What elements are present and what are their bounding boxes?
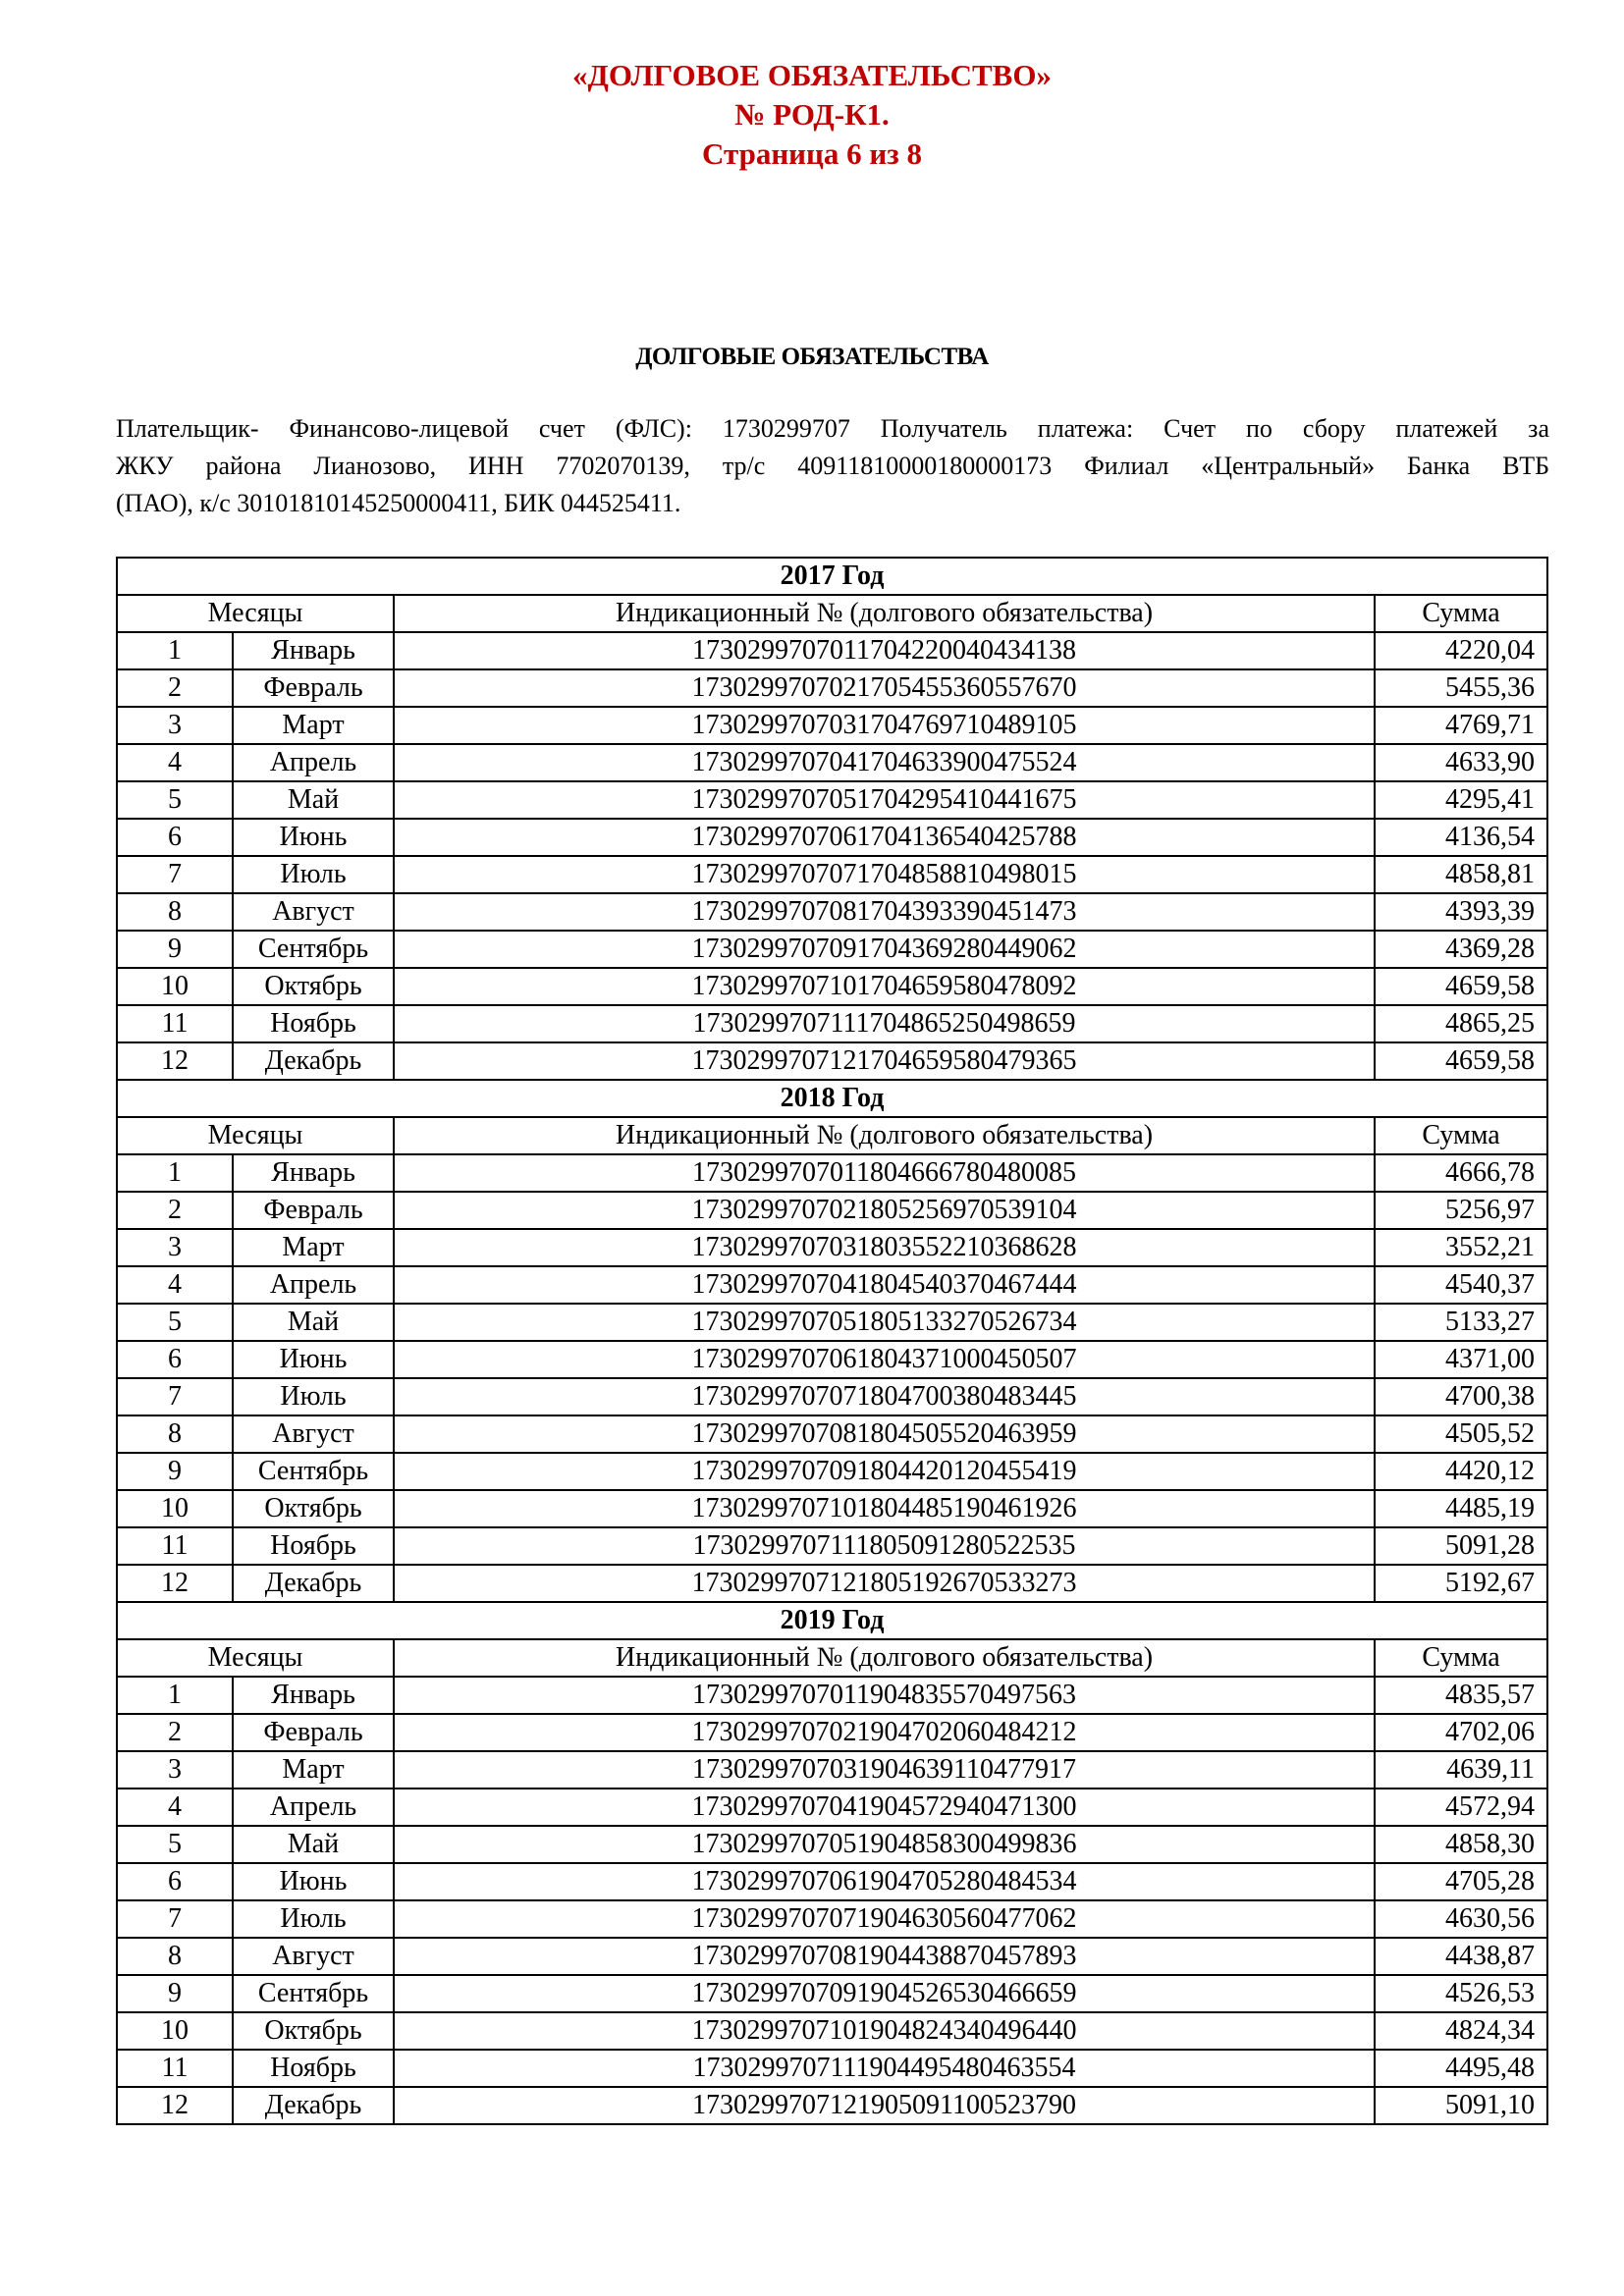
month-number: 12 <box>117 1565 233 1602</box>
month-number: 11 <box>117 1527 233 1565</box>
indication-number: 1730299707051805133270526734 <box>394 1304 1375 1341</box>
month-number: 12 <box>117 1042 233 1080</box>
month-name: Февраль <box>233 1192 394 1229</box>
indication-number: 1730299707051904858300499836 <box>394 1826 1375 1863</box>
month-number: 4 <box>117 1789 233 1826</box>
page-indicator: Страница 6 из 8 <box>702 136 922 171</box>
month-number: 8 <box>117 893 233 931</box>
table-row <box>117 1900 1547 1938</box>
indication-number: 1730299707011804666780480085 <box>394 1154 1375 1192</box>
table-row <box>117 1304 1547 1341</box>
table-row <box>117 893 1547 931</box>
column-header-row <box>117 595 1547 632</box>
amount: 4865,25 <box>1375 1005 1547 1042</box>
amount: 4505,52 <box>1375 1415 1547 1453</box>
amount: 4438,87 <box>1375 1938 1547 1975</box>
month-name: Май <box>233 1826 394 1863</box>
month-number: 6 <box>117 819 233 856</box>
table-row <box>117 1229 1547 1266</box>
month-name: Сентябрь <box>233 1975 394 2012</box>
debt-obligations-table <box>116 557 1548 2125</box>
column-header-row <box>117 1639 1547 1677</box>
table-row <box>117 1938 1547 1975</box>
month-name: Март <box>233 1751 394 1789</box>
month-name: Июнь <box>233 819 394 856</box>
column-header-id: Индикационный № (долгового обязательства) <box>394 595 1375 632</box>
month-number: 9 <box>117 931 233 968</box>
indication-number: 1730299707091704369280449062 <box>394 931 1375 968</box>
table-row <box>117 1042 1547 1080</box>
table-row <box>117 1415 1547 1453</box>
amount: 4769,71 <box>1375 707 1547 744</box>
month-number: 2 <box>117 669 233 707</box>
month-number: 8 <box>117 1415 233 1453</box>
month-name: Август <box>233 893 394 931</box>
table-row <box>117 1565 1547 1602</box>
month-name: Январь <box>233 1677 394 1714</box>
table-row <box>117 2050 1547 2087</box>
table-row <box>117 1975 1547 2012</box>
amount: 4526,53 <box>1375 1975 1547 2012</box>
amount: 4700,38 <box>1375 1378 1547 1415</box>
amount: 3552,21 <box>1375 1229 1547 1266</box>
month-number: 1 <box>117 632 233 669</box>
indication-number: 1730299707011704220040434138 <box>394 632 1375 669</box>
month-number: 5 <box>117 1304 233 1341</box>
table-row <box>117 2012 1547 2050</box>
amount: 5455,36 <box>1375 669 1547 707</box>
column-header-months: Месяцы <box>117 1117 394 1154</box>
month-number: 12 <box>117 2087 233 2124</box>
column-header-sum: Сумма <box>1375 1639 1547 1677</box>
section-title: ДОЛГОВЫЕ ОБЯЗАТЕЛЬСТВА <box>635 344 989 370</box>
amount: 4540,37 <box>1375 1266 1547 1304</box>
column-header-sum: Сумма <box>1375 1117 1547 1154</box>
month-name: Июль <box>233 1900 394 1938</box>
amount: 4705,28 <box>1375 1863 1547 1900</box>
month-name: Ноябрь <box>233 1005 394 1042</box>
month-name: Февраль <box>233 1714 394 1751</box>
indication-number: 1730299707051704295410441675 <box>394 781 1375 819</box>
amount: 4220,04 <box>1375 632 1547 669</box>
payer-details <box>116 410 1549 522</box>
amount: 5091,28 <box>1375 1527 1547 1565</box>
indication-number: 1730299707031803552210368628 <box>394 1229 1375 1266</box>
table-row <box>117 819 1547 856</box>
indication-number: 1730299707071804700380483445 <box>394 1378 1375 1415</box>
amount: 5091,10 <box>1375 2087 1547 2124</box>
month-name: Октябрь <box>233 968 394 1005</box>
amount: 5256,97 <box>1375 1192 1547 1229</box>
month-name: Март <box>233 1229 394 1266</box>
month-number: 9 <box>117 1975 233 2012</box>
month-number: 1 <box>117 1154 233 1192</box>
indication-number: 1730299707111704865250498659 <box>394 1005 1375 1042</box>
month-name: Октябрь <box>233 1490 394 1527</box>
month-name: Ноябрь <box>233 2050 394 2087</box>
indication-number: 1730299707101704659580478092 <box>394 968 1375 1005</box>
month-name: Ноябрь <box>233 1527 394 1565</box>
indication-number: 1730299707061804371000450507 <box>394 1341 1375 1378</box>
indication-number: 1730299707121704659580479365 <box>394 1042 1375 1080</box>
table-row <box>117 707 1547 744</box>
month-name: Декабрь <box>233 1565 394 1602</box>
amount: 4659,58 <box>1375 968 1547 1005</box>
document-heading: «ДОЛГОВОЕ ОБЯЗАТЕЛЬСТВО» <box>572 58 1052 92</box>
month-name: Декабрь <box>233 1042 394 1080</box>
month-number: 3 <box>117 1751 233 1789</box>
year-label: 2019 Год <box>117 1602 1547 1639</box>
indication-number: 1730299707101904824340496440 <box>394 2012 1375 2050</box>
amount: 4659,58 <box>1375 1042 1547 1080</box>
month-number: 8 <box>117 1938 233 1975</box>
indication-number: 1730299707121905091100523790 <box>394 2087 1375 2124</box>
amount: 5192,67 <box>1375 1565 1547 1602</box>
amount: 4824,34 <box>1375 2012 1547 2050</box>
year-label: 2018 Год <box>117 1080 1547 1117</box>
amount: 4393,39 <box>1375 893 1547 931</box>
table-row <box>117 1751 1547 1789</box>
indication-number: 1730299707031704769710489105 <box>394 707 1375 744</box>
table-row <box>117 1714 1547 1751</box>
month-number: 10 <box>117 968 233 1005</box>
amount: 4858,81 <box>1375 856 1547 893</box>
indication-number: 1730299707041704633900475524 <box>394 744 1375 781</box>
indication-number: 1730299707061904705280484534 <box>394 1863 1375 1900</box>
table-row <box>117 1826 1547 1863</box>
document-number: № РОД-К1. <box>734 97 890 132</box>
month-number: 7 <box>117 1378 233 1415</box>
year-header-row <box>117 1080 1547 1117</box>
amount: 4495,48 <box>1375 2050 1547 2087</box>
month-name: Июль <box>233 1378 394 1415</box>
table-row <box>117 1341 1547 1378</box>
month-name: Август <box>233 1415 394 1453</box>
table-row <box>117 1154 1547 1192</box>
month-name: Сентябрь <box>233 1453 394 1490</box>
indication-number: 1730299707101804485190461926 <box>394 1490 1375 1527</box>
table-row <box>117 1789 1547 1826</box>
table-row <box>117 968 1547 1005</box>
month-number: 4 <box>117 744 233 781</box>
month-name: Сентябрь <box>233 931 394 968</box>
month-name: Май <box>233 1304 394 1341</box>
table-row <box>117 669 1547 707</box>
table-row <box>117 744 1547 781</box>
indication-number: 1730299707031904639110477917 <box>394 1751 1375 1789</box>
table-row <box>117 931 1547 968</box>
indication-number: 1730299707011904835570497563 <box>394 1677 1375 1714</box>
column-header-sum: Сумма <box>1375 595 1547 632</box>
indication-number: 1730299707071904630560477062 <box>394 1900 1375 1938</box>
indication-number: 1730299707041804540370467444 <box>394 1266 1375 1304</box>
month-name: Июнь <box>233 1863 394 1900</box>
amount: 4369,28 <box>1375 931 1547 968</box>
amount: 4295,41 <box>1375 781 1547 819</box>
month-number: 7 <box>117 856 233 893</box>
month-name: Январь <box>233 632 394 669</box>
table-row <box>117 2087 1547 2124</box>
amount: 4702,06 <box>1375 1714 1547 1751</box>
month-name: Март <box>233 707 394 744</box>
month-number: 6 <box>117 1341 233 1378</box>
column-header-row <box>117 1117 1547 1154</box>
month-name: Май <box>233 781 394 819</box>
month-number: 6 <box>117 1863 233 1900</box>
month-name: Апрель <box>233 744 394 781</box>
year-header-row <box>117 558 1547 595</box>
table-row <box>117 1863 1547 1900</box>
month-name: Июль <box>233 856 394 893</box>
month-name: Апрель <box>233 1789 394 1826</box>
table-row <box>117 1192 1547 1229</box>
month-number: 7 <box>117 1900 233 1938</box>
indication-number: 1730299707021805256970539104 <box>394 1192 1375 1229</box>
month-name: Июнь <box>233 1341 394 1378</box>
amount: 4420,12 <box>1375 1453 1547 1490</box>
month-number: 10 <box>117 1490 233 1527</box>
year-label: 2017 Год <box>117 558 1547 595</box>
amount: 4371,00 <box>1375 1341 1547 1378</box>
table-row <box>117 1490 1547 1527</box>
month-number: 9 <box>117 1453 233 1490</box>
indication-number: 1730299707111904495480463554 <box>394 2050 1375 2087</box>
table-row <box>117 1527 1547 1565</box>
indication-number: 1730299707071704858810498015 <box>394 856 1375 893</box>
indication-number: 1730299707081804505520463959 <box>394 1415 1375 1453</box>
column-header-months: Месяцы <box>117 1639 394 1677</box>
payer-details-line: Плательщик- Финансово-лицевой счет (ФЛС): 1730299707 Получатель платежа: Счет по сбору платежей за <box>116 414 1549 443</box>
payer-details-line: ЖКУ района Лианозово, ИНН 7702070139, тр/с 40911810000180000173 Филиал «Центральный» Банка ВТБ <box>116 452 1549 480</box>
table-row <box>117 1453 1547 1490</box>
month-number: 5 <box>117 1826 233 1863</box>
indication-number: 1730299707021705455360557670 <box>394 669 1375 707</box>
amount: 4633,90 <box>1375 744 1547 781</box>
month-number: 5 <box>117 781 233 819</box>
amount: 4485,19 <box>1375 1490 1547 1527</box>
year-header-row <box>117 1602 1547 1639</box>
amount: 5133,27 <box>1375 1304 1547 1341</box>
month-name: Январь <box>233 1154 394 1192</box>
indication-number: 1730299707121805192670533273 <box>394 1565 1375 1602</box>
amount: 4835,57 <box>1375 1677 1547 1714</box>
indication-number: 1730299707061704136540425788 <box>394 819 1375 856</box>
month-number: 3 <box>117 707 233 744</box>
indication-number: 1730299707021904702060484212 <box>394 1714 1375 1751</box>
table-row <box>117 1378 1547 1415</box>
column-header-months: Месяцы <box>117 595 394 632</box>
month-number: 2 <box>117 1714 233 1751</box>
indication-number: 1730299707041904572940471300 <box>394 1789 1375 1826</box>
indication-number: 1730299707081904438870457893 <box>394 1938 1375 1975</box>
table-row <box>117 1677 1547 1714</box>
indication-number: 1730299707081704393390451473 <box>394 893 1375 931</box>
table-row <box>117 856 1547 893</box>
amount: 4630,56 <box>1375 1900 1547 1938</box>
amount: 4639,11 <box>1375 1751 1547 1789</box>
indication-number: 1730299707091804420120455419 <box>394 1453 1375 1490</box>
month-number: 4 <box>117 1266 233 1304</box>
payer-details-line: (ПАО), к/с 30101810145250000411, БИК 044525411. <box>116 489 681 517</box>
amount: 4136,54 <box>1375 819 1547 856</box>
month-number: 11 <box>117 1005 233 1042</box>
month-number: 11 <box>117 2050 233 2087</box>
month-number: 1 <box>117 1677 233 1714</box>
amount: 4572,94 <box>1375 1789 1547 1826</box>
amount: 4858,30 <box>1375 1826 1547 1863</box>
column-header-id: Индикационный № (долгового обязательства) <box>394 1639 1375 1677</box>
month-name: Октябрь <box>233 2012 394 2050</box>
month-number: 3 <box>117 1229 233 1266</box>
column-header-id: Индикационный № (долгового обязательства) <box>394 1117 1375 1154</box>
month-number: 2 <box>117 1192 233 1229</box>
indication-number: 1730299707091904526530466659 <box>394 1975 1375 2012</box>
month-name: Февраль <box>233 669 394 707</box>
table-row <box>117 781 1547 819</box>
month-name: Апрель <box>233 1266 394 1304</box>
table-row <box>117 1266 1547 1304</box>
month-name: Декабрь <box>233 2087 394 2124</box>
amount: 4666,78 <box>1375 1154 1547 1192</box>
month-name: Август <box>233 1938 394 1975</box>
table-row <box>117 1005 1547 1042</box>
table-row <box>117 632 1547 669</box>
indication-number: 1730299707111805091280522535 <box>394 1527 1375 1565</box>
month-number: 10 <box>117 2012 233 2050</box>
